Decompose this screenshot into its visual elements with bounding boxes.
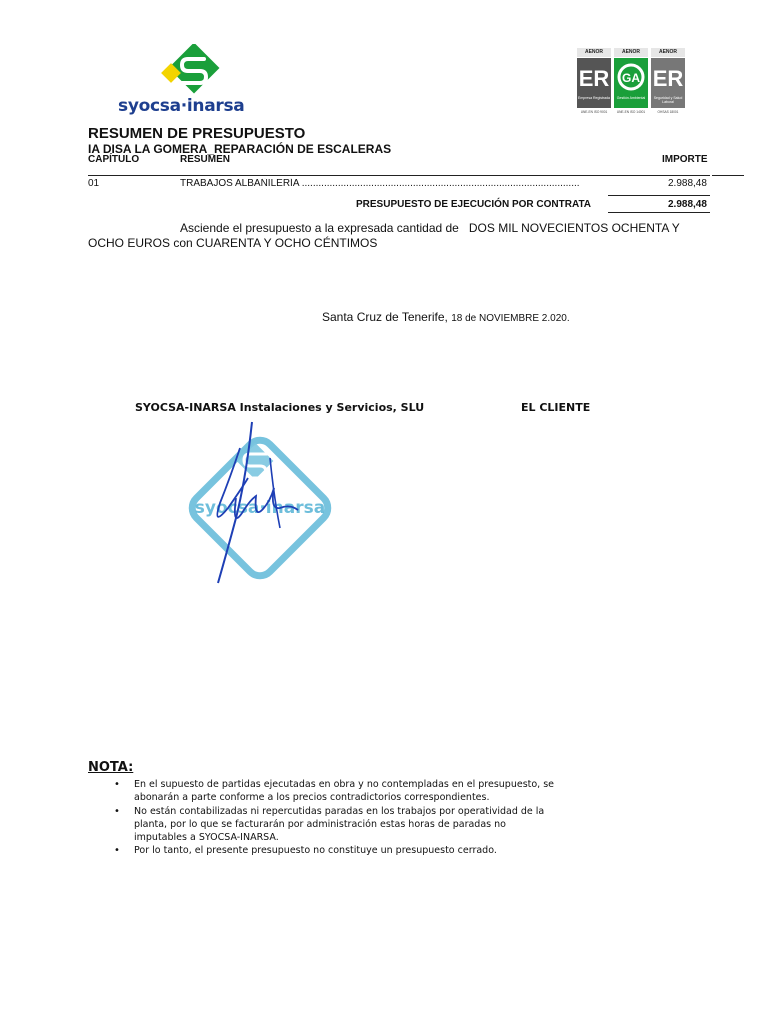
header-summary: RESUMEN: [180, 154, 231, 165]
place-date: [322, 310, 570, 324]
row-summary: TRABAJOS ALBAÑILERÍA ....................................................................................................: [180, 178, 580, 189]
list-item: • En el supuesto de partidas ejecutadas en obra y no contempladas en el presupuesto, se abonarán a parte conforme a los precios contradictorios correspondientes.: [88, 778, 558, 805]
cert-mark: ER: [652, 66, 684, 91]
cert-code: OHSAS 18001: [657, 110, 679, 114]
nota-title: NOTA:: [88, 760, 134, 775]
cert-label: Gestión Ambiental: [614, 96, 648, 108]
row-chapter: 01: [88, 178, 100, 189]
document-title: RESUMEN DE PRESUPUESTO: [88, 125, 306, 142]
cert-label: Empresa Registrada: [577, 96, 611, 108]
header-amount: IMPORTE: [662, 154, 708, 165]
total-label: PRESUPUESTO DE EJECUCIÓN POR CONTRATA: [356, 199, 592, 210]
cert-code: UNE-EN ISO 9001: [580, 110, 608, 114]
cert-empresa-registrada: [577, 48, 611, 114]
client-signature-label: EL CLIENTE: [521, 401, 591, 414]
company-signature-label: SYOCSA-INARSA Instalaciones y Servicios, SLU: [135, 401, 425, 414]
cert-mark: GA: [622, 71, 640, 85]
stamp-text: syocsa·inarsa: [194, 498, 326, 518]
cert-brand: AENOR: [577, 48, 611, 57]
certifications: [577, 48, 685, 120]
syocsa-s-logo-icon: [118, 44, 268, 100]
place: Santa Cruz de Tenerife,: [322, 310, 448, 324]
cert-brand: AENOR: [651, 48, 685, 57]
cert-label: Seguridad y Salud Laboral: [651, 96, 685, 108]
date: 18 de NOVIEMBRE 2.020.: [451, 313, 570, 324]
document-subtitle: IA DISA LA GOMERA_REPARACIÓN DE ESCALERAS: [88, 142, 392, 156]
amount-words: DOS MIL NOVECIENTOS OCHENTA Y OCHO EUROS con CUARENTA Y OCHO CÉNTIMOS: [88, 221, 680, 250]
ga-mark-icon: [614, 58, 648, 96]
cert-mark: ER: [578, 66, 610, 91]
handwritten-signature: [170, 418, 350, 598]
total-value: 2.988,48: [668, 199, 707, 210]
company-stamp: [170, 418, 350, 598]
total-underline: [608, 212, 710, 213]
cert-brand: AENOR: [614, 48, 648, 57]
nota-list: [88, 778, 558, 858]
row-amount: 2.988,48: [668, 178, 707, 189]
header-chapter: CAPÍTULO: [88, 154, 140, 165]
logo-wordmark: syocsa·inarsa: [118, 96, 245, 116]
cert-seguridad-salud: [651, 48, 685, 114]
amount-prefix: Asciende el presupuesto a la expresada cantidad de: [180, 221, 459, 235]
header-rule-tail: [712, 175, 744, 176]
er-mark-icon: [651, 58, 685, 96]
list-item: • No están contabilizadas ni repercutidas paradas en los trabajos por operatividad de la planta, por lo que se facturarán por administración estas horas de paradas no imputables a SYOCSA-INARSA.: [88, 805, 558, 845]
cert-gestion-ambiental: [614, 48, 648, 114]
total-rule: [608, 195, 710, 196]
amount-sentence: [88, 221, 718, 251]
header-rule: [88, 175, 710, 176]
list-item: • Por lo tanto, el presente presupuesto no constituye un presupuesto cerrado.: [88, 844, 558, 857]
er-mark-icon: [577, 58, 611, 96]
cert-code: UNE-EN ISO 14001: [616, 110, 646, 114]
company-logo: [118, 44, 268, 120]
